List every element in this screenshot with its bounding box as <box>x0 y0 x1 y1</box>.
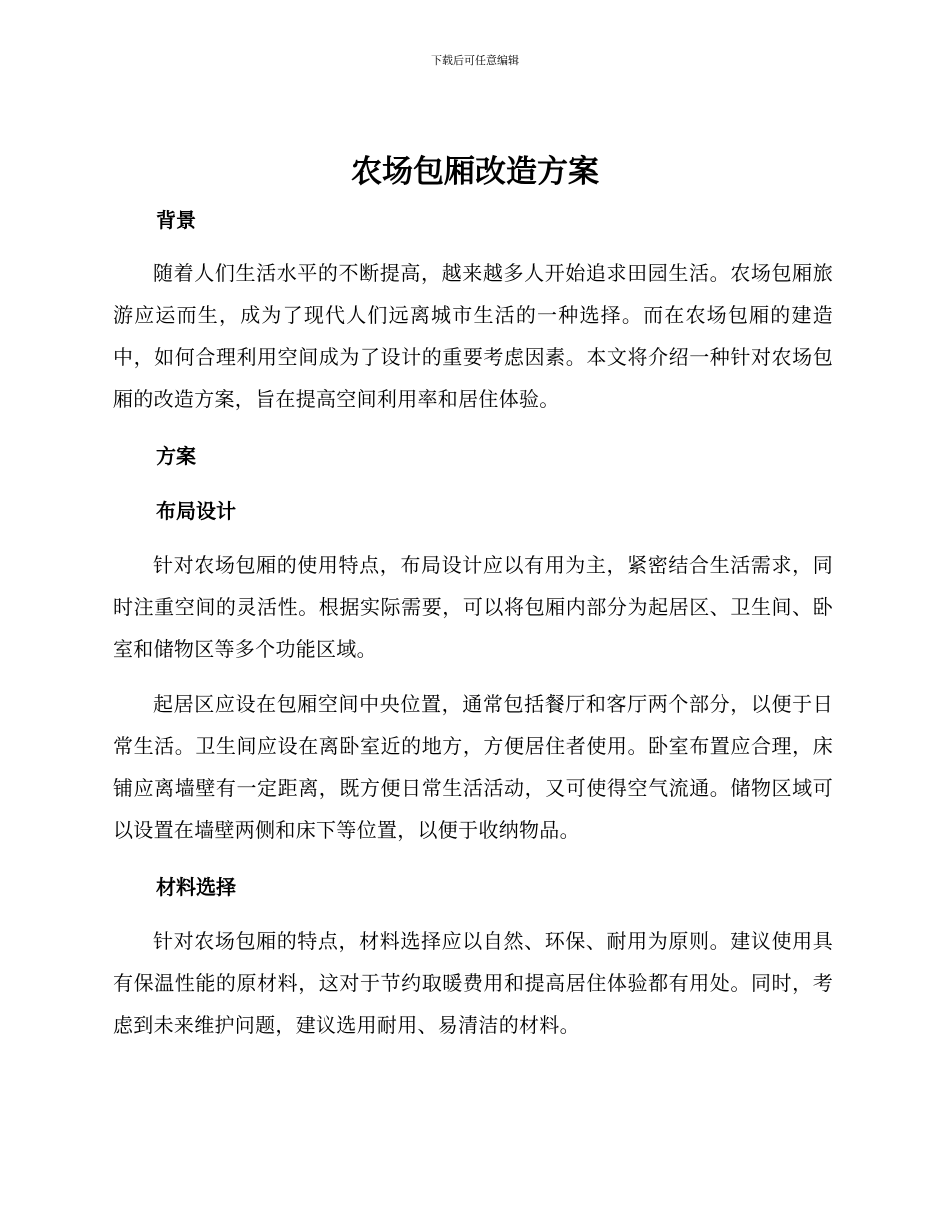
paragraph-layout-design-2: 起居区应设在包厢空间中央位置，通常包括餐厅和客厅两个部分，以便于日常生活。卫生间应设在离卧室近的地方，方便居住者使用。卧室布置应合理，床铺应离墙壁有一定距离，既方便日常生活活动，又可使得空气流通。储物区域可以设置在墙壁两侧和床下等位置，以便于收纳物品。 <box>113 692 833 842</box>
section-heading-background: 背景 <box>156 208 196 232</box>
section-heading-material-selection: 材料选择 <box>156 875 236 899</box>
page-header-note: 下载后可任意编辑 <box>431 54 519 67</box>
paragraph-material-selection: 针对农场包厢的特点，材料选择应以自然、环保、耐用为原则。建议使用具有保温性能的原材料，这对于节约取暖费用和提高居住体验都有用处。同时，考虑到未来维护问题，建议选用耐用、易清洁的材料。 <box>113 929 833 1037</box>
paragraph-layout-design-1: 针对农场包厢的使用特点，布局设计应以有用为主，紧密结合生活需求，同时注重空间的灵活性。根据实际需要，可以将包厢内部分为起居区、卫生间、卧室和储物区等多个功能区域。 <box>113 553 833 661</box>
section-heading-layout-design: 布局设计 <box>156 499 236 523</box>
document-title: 农场包厢改造方案 <box>351 154 599 190</box>
paragraph-background: 随着人们生活水平的不断提高，越来越多人开始追求田园生活。农场包厢旅游应运而生，成为了现代人们远离城市生活的一种选择。而在农场包厢的建造中，如何合理利用空间成为了设计的重要考虑因素。本文将介绍一种针对农场包厢的改造方案，旨在提高空间利用率和居住体验。 <box>113 261 833 411</box>
section-heading-plan: 方案 <box>156 444 196 468</box>
